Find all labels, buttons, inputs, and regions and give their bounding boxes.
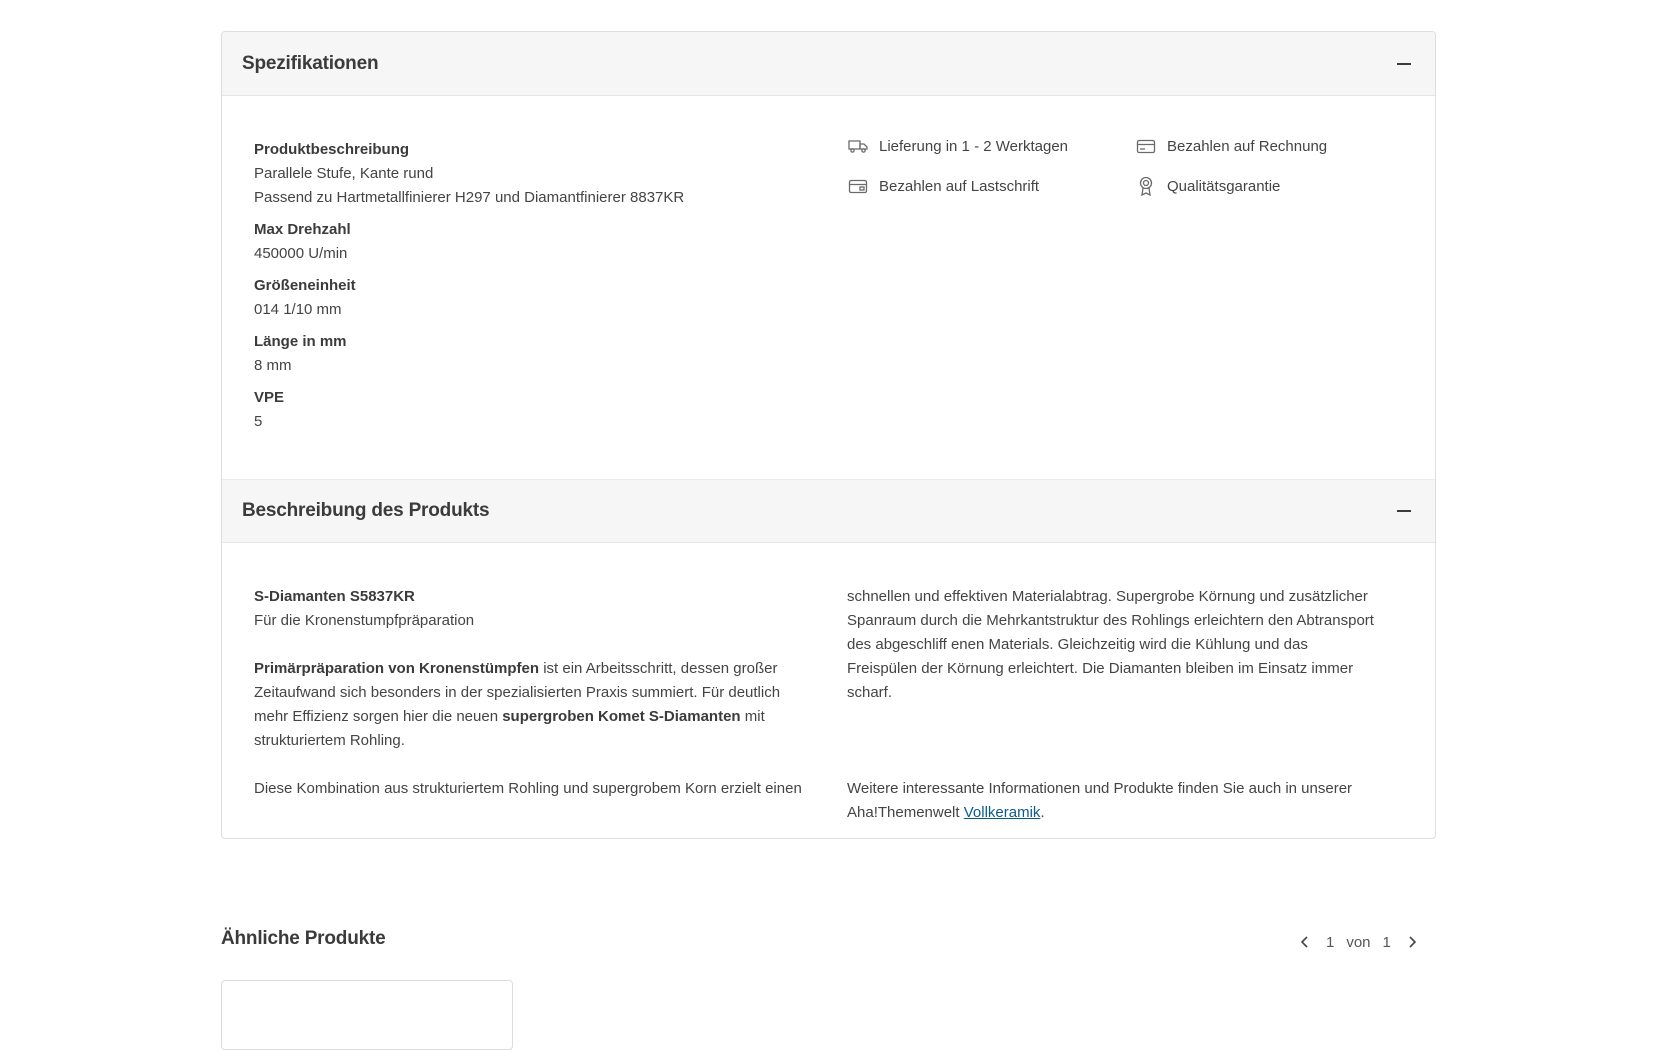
description-section-title: Beschreibung des Produkts bbox=[242, 500, 490, 521]
current-page: 1 bbox=[1326, 933, 1335, 951]
product-accordion bbox=[221, 31, 1436, 839]
benefit-debit bbox=[847, 176, 1039, 196]
benefit-invoice bbox=[1135, 136, 1327, 156]
spec-item bbox=[254, 386, 814, 434]
spec-label: Länge in mm bbox=[254, 333, 347, 350]
collapse-icon[interactable] bbox=[1393, 53, 1415, 75]
spec-label: Max Drehzahl bbox=[254, 221, 351, 238]
description-heading: S-Diamanten S5837KR bbox=[254, 588, 415, 605]
total-pages: 1 bbox=[1382, 933, 1391, 951]
paragraph-text: . bbox=[1040, 804, 1045, 821]
specs-section-body bbox=[222, 96, 1435, 479]
spec-label: Größeneinheit bbox=[254, 277, 356, 294]
chevron-left-icon[interactable] bbox=[1296, 932, 1314, 952]
benefit-delivery bbox=[847, 136, 1068, 156]
benefit-label: Qualitätsgarantie bbox=[1167, 177, 1281, 195]
description-paragraph bbox=[254, 657, 804, 753]
description-right-column bbox=[847, 585, 1382, 825]
paragraph-text: Weitere interessante Informationen und Produkte finden Sie auch in unserer Aha!Themenwelt bbox=[847, 780, 1353, 821]
spec-value: 8 mm bbox=[254, 357, 292, 374]
description-left-column bbox=[254, 585, 804, 801]
truck-icon bbox=[847, 136, 869, 156]
spec-item bbox=[254, 274, 814, 322]
paragraph-text: ist ein Arbeitsschritt, dessen großer Zeitaufwand sich besonders in der spezialisierten Praxis summiert. Für deutlich mehr Effizienz sorgen hier die neuen bbox=[254, 660, 781, 725]
spec-list bbox=[254, 138, 814, 442]
product-card[interactable] bbox=[221, 980, 513, 1050]
page-of-label: von bbox=[1346, 933, 1371, 951]
bold-text: Primärpräparation von Kronenstümpfen bbox=[254, 660, 540, 677]
spec-value: 450000 U/min bbox=[254, 245, 348, 262]
spec-label: VPE bbox=[254, 389, 285, 406]
spec-item bbox=[254, 330, 814, 378]
invoice-card-icon bbox=[1135, 136, 1157, 156]
description-section-body bbox=[222, 543, 1435, 838]
spec-value: Parallele Stufe, Kante rund bbox=[254, 165, 434, 182]
spec-value: 5 bbox=[254, 413, 263, 430]
benefit-label: Bezahlen auf Rechnung bbox=[1167, 137, 1328, 155]
quality-badge-icon bbox=[1135, 176, 1157, 196]
description-paragraph bbox=[847, 777, 1382, 825]
chevron-right-icon[interactable] bbox=[1403, 932, 1421, 952]
debit-card-icon bbox=[847, 176, 869, 196]
spec-value: Passend zu Hartmetallfinierer H297 und Diamantfinierer 8837KR bbox=[254, 189, 685, 206]
description-subheading: Für die Kronenstumpfpräparation bbox=[254, 612, 475, 629]
pagination bbox=[1296, 932, 1421, 952]
bold-text: supergroben Komet S-Diamanten bbox=[502, 708, 741, 725]
specs-section-header[interactable] bbox=[222, 32, 1435, 96]
benefit-label: Lieferung in 1 - 2 Werktagen bbox=[879, 137, 1069, 155]
benefit-label: Bezahlen auf Lastschrift bbox=[879, 177, 1040, 195]
similar-products-title: Ähnliche Produkte bbox=[221, 928, 386, 949]
description-paragraph: schnellen und effektiven Materialabtrag. Supergrobe Körnung und zusätzlicher Spanraum durch die Mehrkantstruktur des Rohlings erleichtern den Abtransport des abgeschliff enen Materials. Gleichzeitig wird die Kühlung und das Freispülen der Körnung erleichtert. Die Diamanten bleiben im Einsatz immer scharf. bbox=[847, 588, 1374, 701]
spec-value: 014 1/10 mm bbox=[254, 301, 342, 318]
description-section-header[interactable] bbox=[222, 479, 1435, 543]
benefit-quality bbox=[1135, 176, 1280, 196]
specs-section-title: Spezifikationen bbox=[242, 52, 379, 74]
vollkeramik-link[interactable]: Vollkeramik bbox=[963, 804, 1041, 821]
spec-item bbox=[254, 218, 814, 266]
paragraph-text: mit strukturiertem Rohling. bbox=[254, 708, 765, 749]
description-paragraph: Diese Kombination aus strukturiertem Rohling und supergrobem Korn erzielt einen bbox=[254, 780, 802, 797]
spec-item bbox=[254, 138, 814, 210]
spec-label: Produktbeschreibung bbox=[254, 141, 410, 158]
collapse-icon[interactable] bbox=[1393, 500, 1415, 522]
